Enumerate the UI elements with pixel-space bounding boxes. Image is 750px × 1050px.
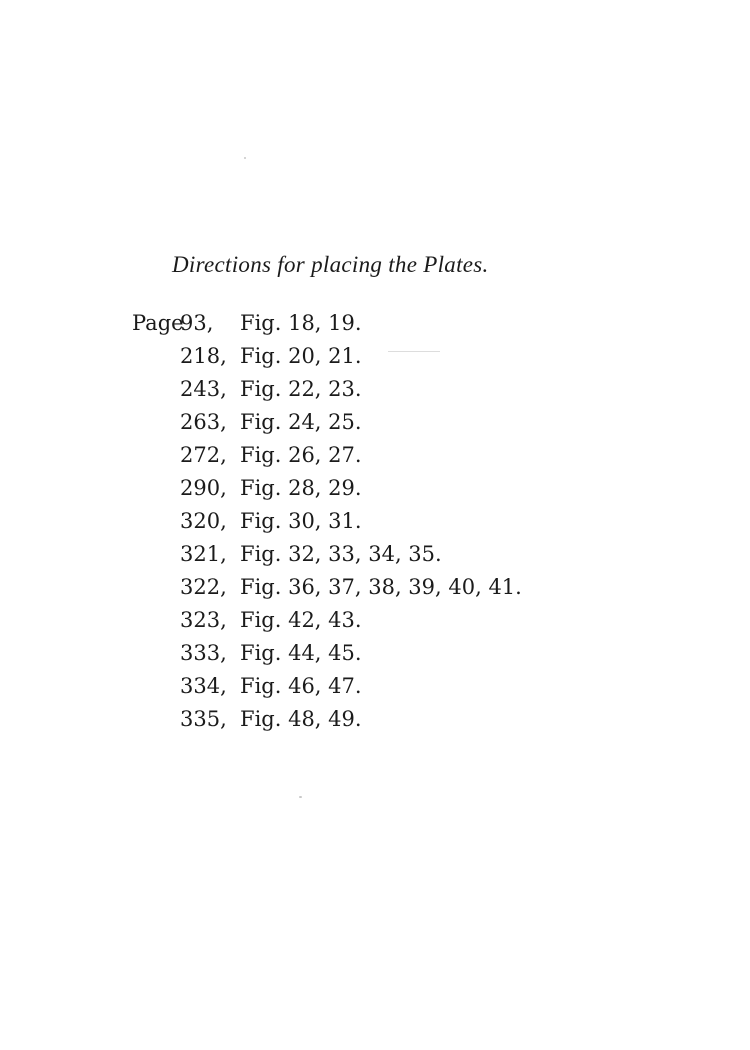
- page-number: 93,: [180, 311, 214, 335]
- figure-numbers: Fig. 28, 29.: [240, 476, 362, 500]
- paper-speck: [388, 351, 440, 352]
- figure-numbers: Fig. 46, 47.: [240, 674, 362, 698]
- figure-numbers: Fig. 24, 25.: [240, 410, 362, 434]
- page-number: 320,: [180, 509, 227, 533]
- page-number: 290,: [180, 476, 227, 500]
- figure-numbers: Fig. 30, 31.: [240, 509, 362, 533]
- page-number: 263,: [180, 410, 227, 434]
- figure-numbers: Fig. 44, 45.: [240, 641, 362, 665]
- page-label: Page: [132, 311, 184, 335]
- paper-speck: [244, 157, 246, 159]
- figure-numbers: Fig. 18, 19.: [240, 311, 362, 335]
- page-number: 334,: [180, 674, 227, 698]
- page-number: 218,: [180, 344, 227, 368]
- figure-numbers: Fig. 26, 27.: [240, 443, 362, 467]
- paper-speck: [299, 796, 302, 798]
- page-number: 272,: [180, 443, 227, 467]
- figure-numbers: Fig. 32, 33, 34, 35.: [240, 542, 442, 566]
- page-number: 333,: [180, 641, 227, 665]
- page-title: Directions for placing the Plates.: [172, 252, 489, 277]
- figure-numbers: Fig. 48, 49.: [240, 707, 362, 731]
- page-number: 243,: [180, 377, 227, 401]
- figure-numbers: Fig. 20, 21.: [240, 344, 362, 368]
- page-number: 321,: [180, 542, 227, 566]
- figure-numbers: Fig. 42, 43.: [240, 608, 362, 632]
- figure-numbers: Fig. 36, 37, 38, 39, 40, 41.: [240, 575, 522, 599]
- page-number: 322,: [180, 575, 227, 599]
- page-number: 335,: [180, 707, 227, 731]
- figure-numbers: Fig. 22, 23.: [240, 377, 362, 401]
- page-number: 323,: [180, 608, 227, 632]
